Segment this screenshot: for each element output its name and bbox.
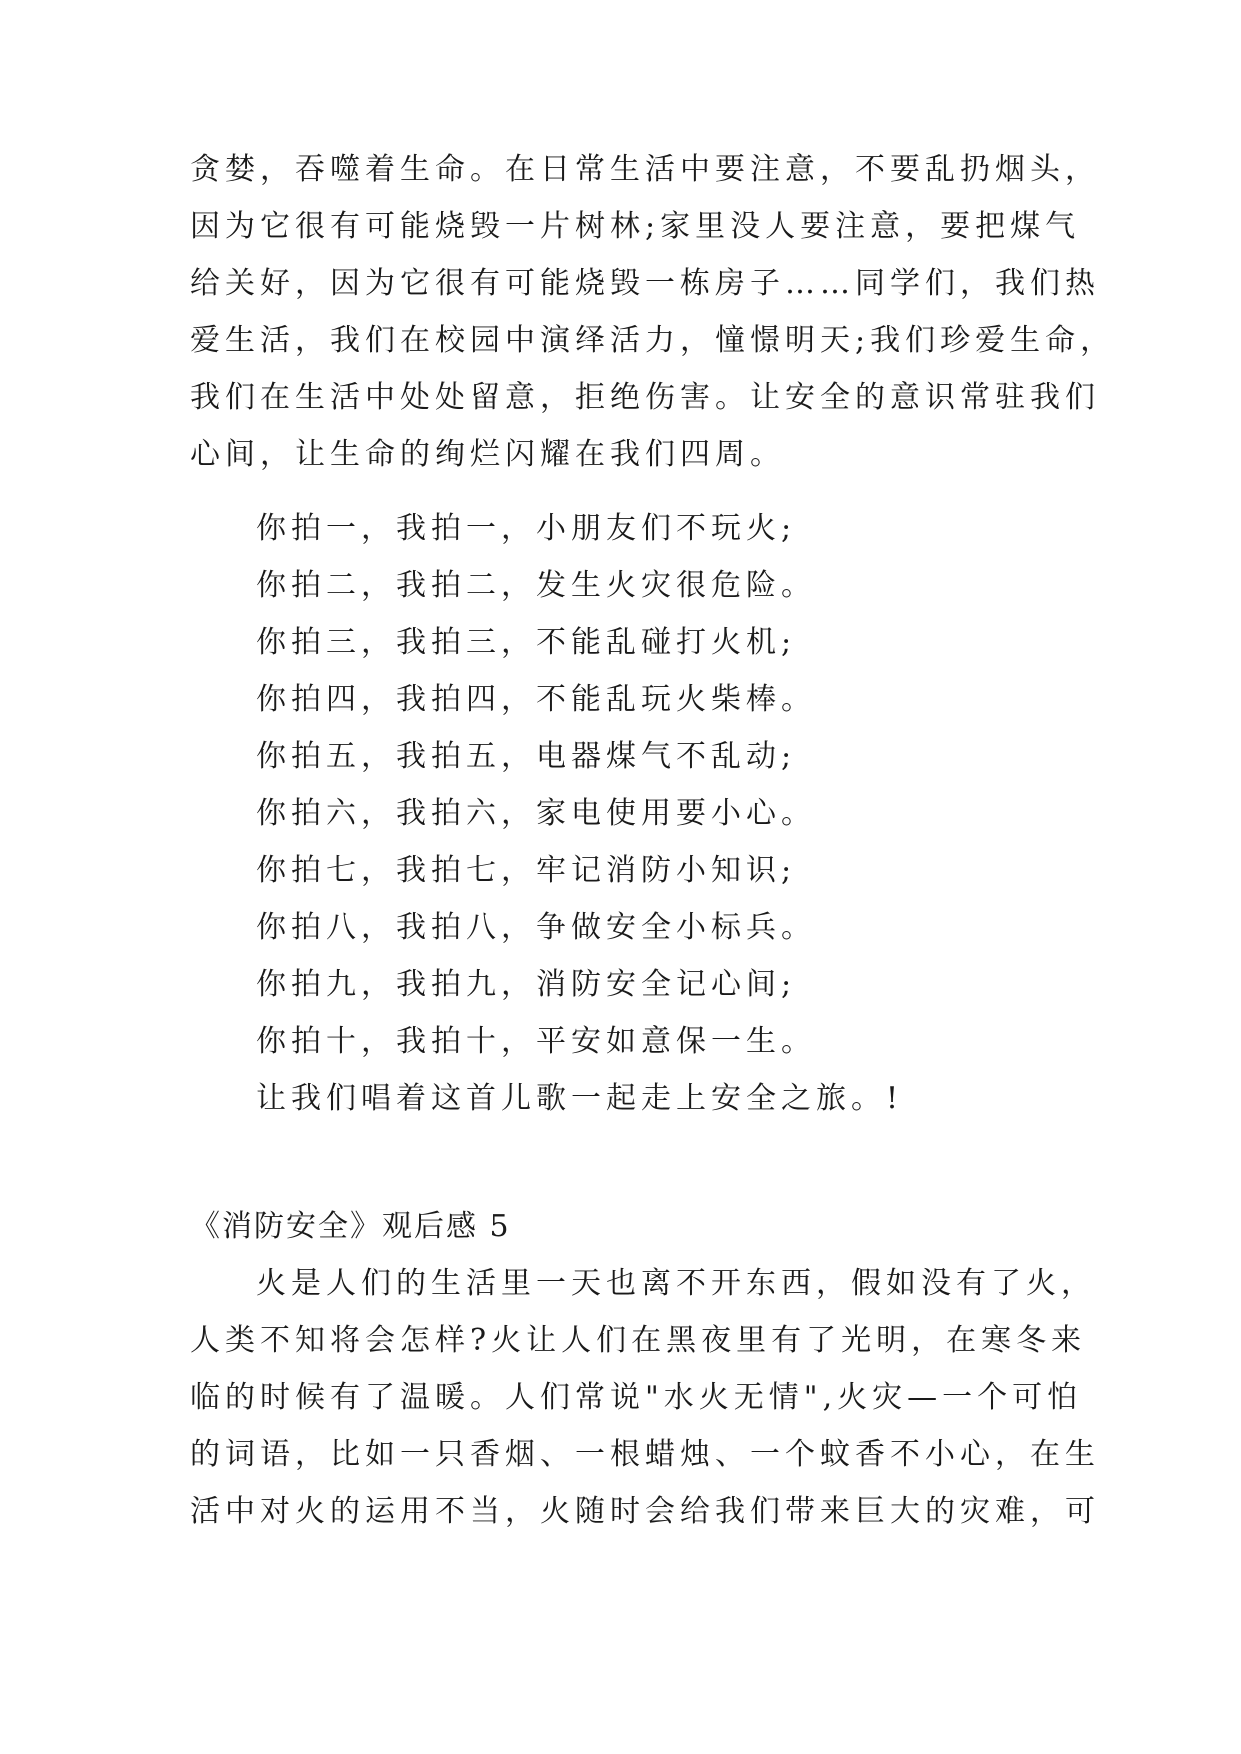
- text-line: 爱生活，我们在校园中演绎活力，憧憬明天;我们珍爱生命，: [190, 323, 1116, 358]
- chant-line: 你拍二，我拍二，发生火灾很危险。: [256, 568, 816, 603]
- text-line: 因为它很有可能烧毁一片树林;家里没人要注意，要把煤气: [190, 209, 1081, 244]
- text-line: 活中对火的运用不当，火随时会给我们带来巨大的灾难，可: [190, 1494, 1100, 1529]
- chant-line: 你拍四，我拍四，不能乱玩火柴棒。: [256, 682, 816, 717]
- chant-line: 你拍八，我拍八，争做安全小标兵。: [256, 910, 816, 945]
- text-line: 心间，让生命的绚烂闪耀在我们四周。: [190, 437, 785, 472]
- chant-line: 你拍六，我拍六，家电使用要小心。: [256, 796, 816, 831]
- chant-line: 你拍七，我拍七，牢记消防小知识;: [256, 853, 797, 888]
- text-line: 人类不知将会怎样?火让人们在黑夜里有了光明，在寒冬来: [190, 1323, 1087, 1358]
- section-heading: 《消防安全》观后感 5: [190, 1209, 511, 1244]
- text-line: 我们在生活中处处留意，拒绝伤害。让安全的意识常驻我们: [190, 380, 1100, 415]
- chant-line: 你拍十，我拍十，平安如意保一生。: [256, 1024, 816, 1059]
- chant-line: 你拍五，我拍五，电器煤气不乱动;: [256, 739, 797, 774]
- text-line: 火是人们的生活里一天也离不开东西，假如没有了火，: [256, 1266, 1096, 1301]
- text-line: 给关好，因为它很有可能烧毁一栋房子……同学们，我们热: [190, 266, 1100, 301]
- closing-line: 让我们唱着这首儿歌一起走上安全之旅。!: [256, 1081, 904, 1116]
- chant-line: 你拍九，我拍九，消防安全记心间;: [256, 967, 797, 1002]
- text-line: 的词语，比如一只香烟、一根蜡烛、一个蚊香不小心，在生: [190, 1437, 1100, 1472]
- text-line: 贪婪，吞噬着生命。在日常生活中要注意，不要乱扔烟头，: [190, 152, 1100, 187]
- chant-line: 你拍三，我拍三，不能乱碰打火机;: [256, 625, 797, 660]
- chant-line: 你拍一，我拍一，小朋友们不玩火;: [256, 511, 797, 546]
- text-line: 临的时候有了温暖。人们常说"水火无情",火灾—一个可怕: [190, 1380, 1083, 1415]
